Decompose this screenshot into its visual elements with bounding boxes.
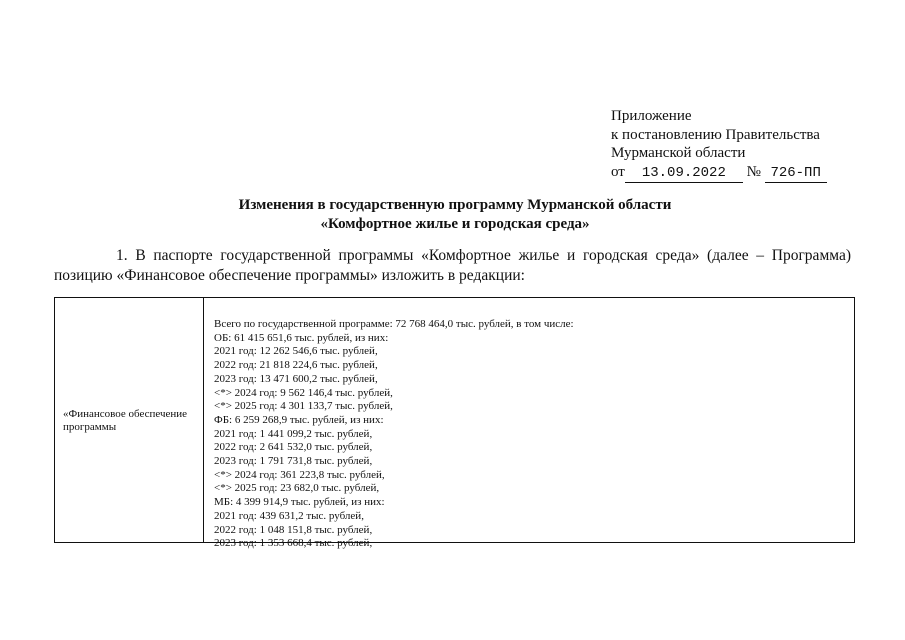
decree-number: 726-ПП <box>765 164 827 184</box>
appendix-block <box>611 107 827 183</box>
table-value-cell <box>214 318 574 551</box>
title-line-2: «Комфортное жилье и городская среда» <box>320 216 590 232</box>
financing-table <box>54 297 855 550</box>
body-paragraph: 1. В паспорте государственной программы «Комфортное жилье и городская среда» (далее – Программа) позицию «Финансовое обеспечение программы» изложить в редакции: <box>54 247 851 284</box>
financing-line: Всего по государственной программе: 72 768 464,0 тыс. рублей, в том числе: <box>214 318 574 330</box>
financing-line: 2021 год: 12 262 546,6 тыс. рублей, <box>214 345 378 358</box>
table-column-divider <box>203 298 204 542</box>
financing-line: 2021 год: 1 441 099,2 тыс. рублей, <box>214 427 373 440</box>
document-title <box>60 196 850 234</box>
financing-line: 2023 год: 1 791 731,8 тыс. рублей, <box>214 455 373 468</box>
financing-line: 2023 год: 13 471 600,2 тыс. рублей, <box>214 372 378 385</box>
decree-date: 13.09.2022 <box>625 164 743 184</box>
table-label-cell: «Финансовое обеспечение программы <box>63 408 188 433</box>
financing-line: ОБ: 61 415 651,6 тыс. рублей, из них: <box>214 331 389 344</box>
financing-line: ФБ: 6 259 268,9 тыс. рублей, из них: <box>214 413 384 426</box>
from-label: от <box>611 163 625 180</box>
financing-line: 2022 год: 21 818 224,6 тыс. рублей, <box>214 359 378 372</box>
decree-date-number-line <box>611 163 827 184</box>
financing-line: <*> 2024 год: 361 223,8 тыс. рублей, <box>214 468 385 481</box>
financing-line: <*> 2025 год: 23 682,0 тыс. рублей, <box>214 482 380 495</box>
financing-line: 2021 год: 439 631,2 тыс. рублей, <box>214 509 364 522</box>
financing-line: <*> 2025 год: 4 301 133,7 тыс. рублей, <box>214 400 393 413</box>
appendix-heading: Приложение <box>611 108 692 124</box>
appendix-region: Мурманской области <box>611 145 746 161</box>
appendix-decree-ref: к постановлению Правительства <box>611 126 820 143</box>
financing-line: 2022 год: 2 641 532,0 тыс. рублей, <box>214 441 373 454</box>
financing-line: <*> 2024 год: 9 562 146,4 тыс. рублей, <box>214 386 393 399</box>
financing-line: 2022 год: 1 048 151,8 тыс. рублей, <box>214 523 373 536</box>
financing-line: МБ: 4 399 914,9 тыс. рублей, из них: <box>214 496 385 509</box>
title-line-1: Изменения в государственную программу Мурманской области <box>238 197 672 213</box>
financing-line: 2023 год: 1 353 668,4 тыс. рублей, <box>214 537 373 550</box>
number-label: № <box>746 163 761 180</box>
